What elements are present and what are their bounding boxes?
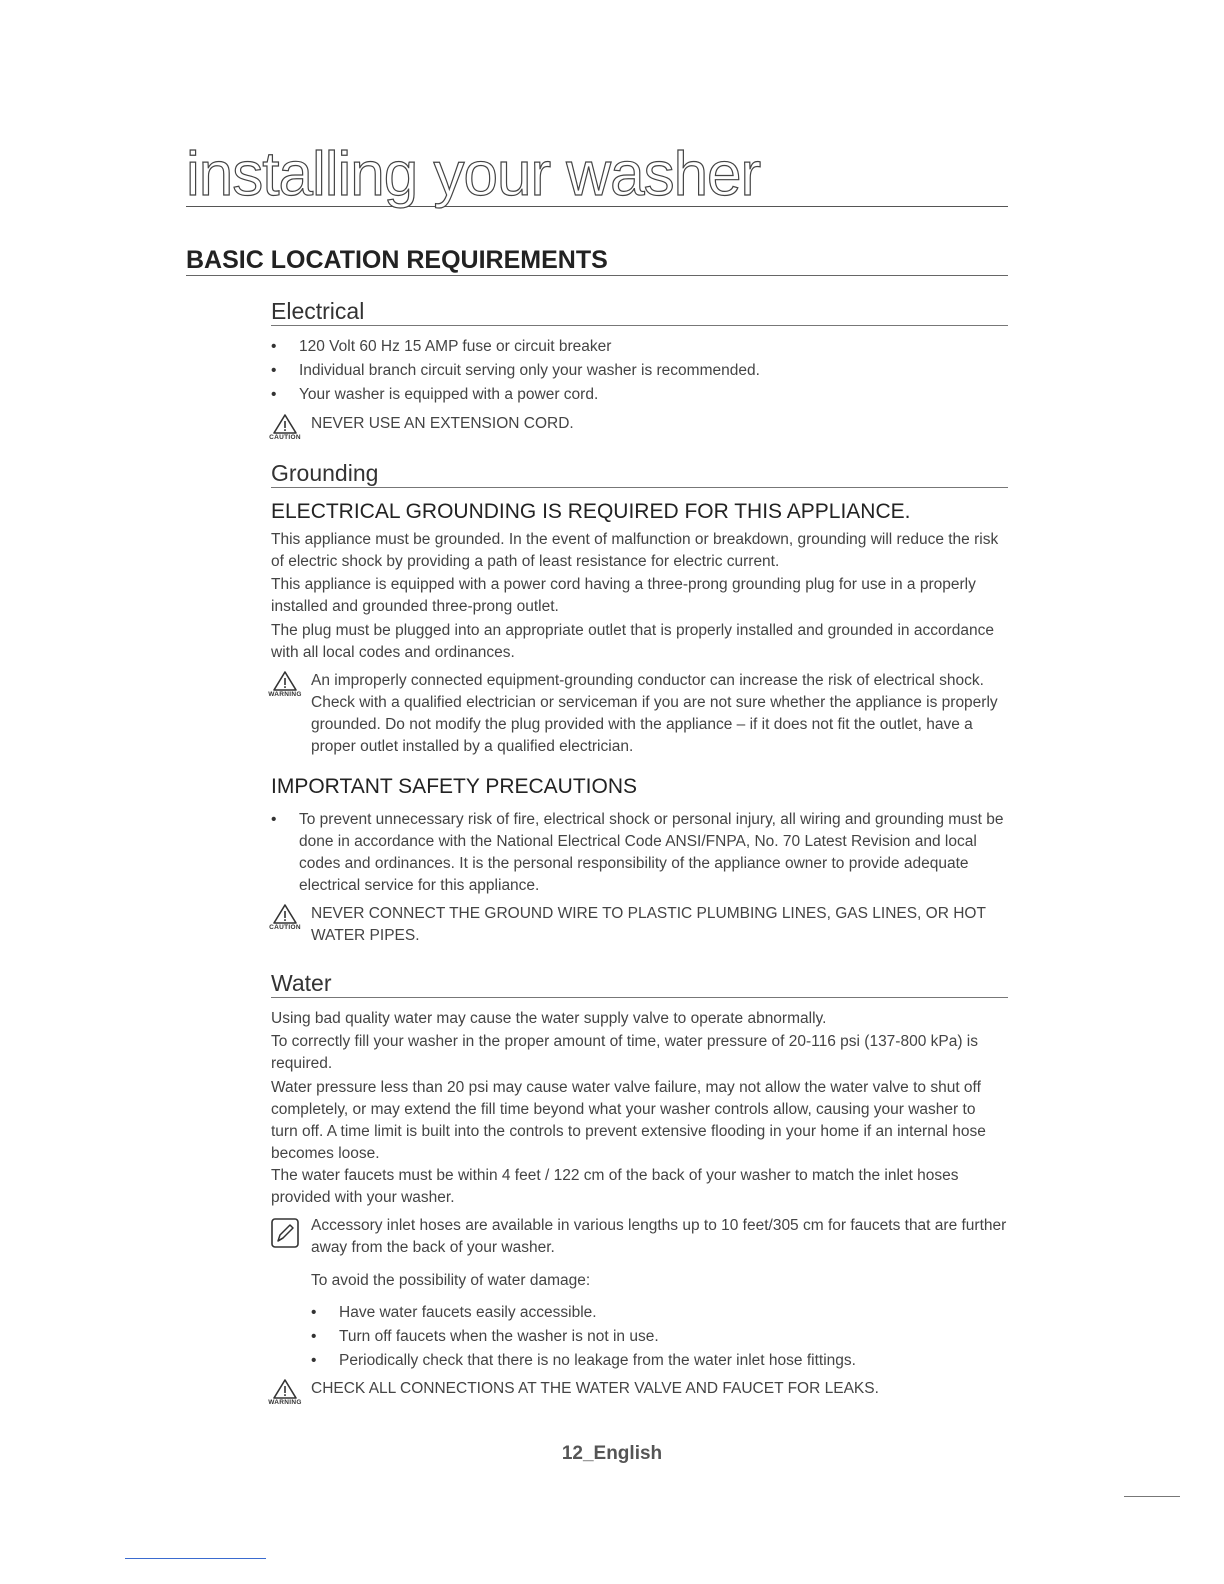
caution-label: CAUTION	[269, 924, 301, 931]
page-number: 12_English	[561, 1443, 663, 1464]
caution-text: NEVER USE AN EXTENSION CORD.	[311, 415, 574, 432]
warning-icon	[262, 670, 308, 698]
grounding-paragraph: This appliance must be grounded. In the event of malfunction or breakdown, grounding will reduce the risk of electric shock by providing a path of least resistance for electric current.	[271, 531, 999, 570]
electrical-bullets	[271, 336, 1008, 406]
warning-notice-leaks	[262, 1378, 1008, 1406]
safety-bullets	[271, 809, 1008, 897]
warning-text: An improperly connected equipment-grounding conductor can increase the risk of electrical shock. Check with a qualified electrician or serviceman if you are not sure whether the appliance is properly grounded. Do not modify the plug provided with the appliance – if it does not fit the outlet, have a proper outlet installed by a qualified electrician.	[311, 672, 998, 755]
warning-icon	[262, 1378, 308, 1406]
grounding-heading: Grounding	[271, 459, 1008, 488]
caution-label: CAUTION	[269, 434, 301, 441]
list-item: • Periodically check that there is no leakage from the water inlet hose fittings.	[311, 1350, 1001, 1372]
list-item: • 120 Volt 60 Hz 15 AMP fuse or circuit breaker	[271, 336, 1008, 358]
water-heading: Water	[271, 969, 1008, 998]
avoid-bullets	[311, 1302, 1001, 1372]
section-title: BASIC LOCATION REQUIREMENTS	[186, 245, 1008, 276]
avoid-intro: To avoid the possibility of water damage:	[311, 1272, 591, 1289]
note-accessory-hoses	[262, 1215, 1008, 1259]
water-paragraph: Water pressure less than 20 psi may cause water valve failure, may not allow the water valve to shut off completely, or may extend the fill time beyond what your washer controls allow, causing your washer to turn off. A time limit is built into the controls to prevent extensive flooding in your home if an internal hose becomes loose.	[271, 1079, 986, 1162]
list-item: • To prevent unnecessary risk of fire, electrical shock or personal injury, all wiring and grounding must be done in accordance with the National Electrical Code ANSI/FNPA, No. 70 Latest Revision and local codes and ordinances. It is the personal responsibility of the appliance owner to provide adequate electrical service for this appliance.	[271, 809, 1008, 897]
page-title: installing your washer	[186, 140, 1008, 207]
divider	[125, 1558, 266, 1559]
water-paragraph: The water faucets must be within 4 feet / 122 cm of the back of your washer to match the inlet hoses provided with your washer.	[271, 1167, 959, 1206]
grounding-caps-heading: ELECTRICAL GROUNDING IS REQUIRED FOR THIS APPLIANCE.	[271, 500, 911, 523]
list-item: • Individual branch circuit serving only your washer is recommended.	[271, 360, 1008, 382]
list-item: • Turn off faucets when the washer is not in use.	[311, 1326, 1001, 1348]
list-item: • Have water faucets easily accessible.	[311, 1302, 1001, 1324]
warning-text: CHECK ALL CONNECTIONS AT THE WATER VALVE AND FAUCET FOR LEAKS.	[311, 1380, 879, 1397]
warning-notice-grounding	[262, 670, 1008, 758]
water-paragraph: To correctly fill your washer in the proper amount of time, water pressure of 20-116 psi (137-800 kPa) is required.	[271, 1033, 979, 1072]
safety-caps-heading: IMPORTANT SAFETY PRECAUTIONS	[271, 775, 638, 798]
caution-notice-ground-wire	[262, 903, 1008, 947]
caution-text: NEVER CONNECT THE GROUND WIRE TO PLASTIC PLUMBING LINES, GAS LINES, OR HOT WATER PIPES.	[311, 905, 986, 944]
note-pencil-icon	[270, 1217, 300, 1249]
grounding-paragraph: The plug must be plugged into an appropriate outlet that is properly installed and grounded in accordance with all local codes and ordinances.	[271, 622, 994, 661]
caution-icon	[262, 903, 308, 931]
electrical-heading: Electrical	[271, 297, 1008, 326]
water-paragraph: Using bad quality water may cause the water supply valve to operate abnormally.	[271, 1010, 827, 1027]
list-item: • Your washer is equipped with a power cord.	[271, 384, 1008, 406]
caution-icon	[262, 413, 308, 441]
caution-notice-extension-cord	[262, 413, 1008, 441]
note-text: Accessory inlet hoses are available in various lengths up to 10 feet/305 cm for faucets that are further away from the back of your washer.	[311, 1217, 1007, 1256]
warning-label: WARNING	[268, 691, 302, 698]
warning-label: WARNING	[268, 1399, 302, 1406]
divider	[1124, 1496, 1180, 1497]
grounding-paragraph: This appliance is equipped with a power cord having a three-prong grounding plug for use in a properly installed and grounded three-prong outlet.	[271, 576, 976, 615]
